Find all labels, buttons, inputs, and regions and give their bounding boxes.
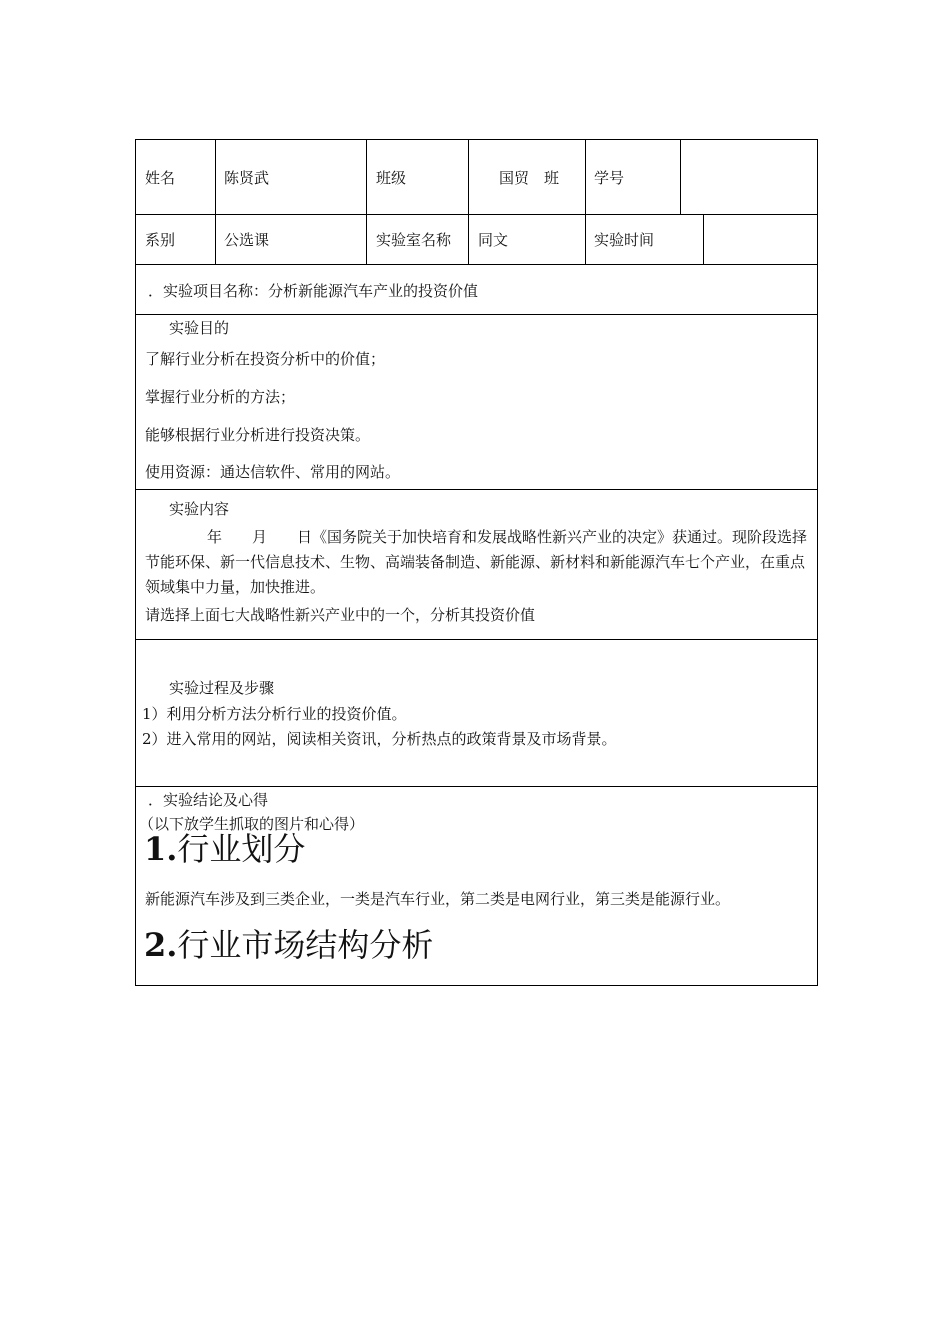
col-divider <box>680 140 681 214</box>
section-heading-industry-division <box>144 829 305 869</box>
section-body-text: 新能源汽车涉及到三类企业，一类是汽车行业，第二类是电网行业，第三类是能源行业。 <box>145 890 731 908</box>
col-divider <box>215 214 216 264</box>
col-divider <box>468 214 469 264</box>
department-value: 公选课 <box>224 231 270 249</box>
content-task: 请选择上面七大战略性新兴产业中的一个，分析其投资价值 <box>145 606 536 624</box>
content-heading: 实验内容 <box>169 500 230 518</box>
conclusion-note: （以下放学生抓取的图片和心得） <box>139 815 365 833</box>
experiment-time-label: 实验时间 <box>594 231 655 249</box>
section-number: 2. <box>144 926 178 964</box>
section-heading-market-structure <box>144 925 433 965</box>
resources-item: 使用资源：通达信软件、常用的网站。 <box>145 463 401 481</box>
lab-name-label: 实验室名称 <box>376 231 452 249</box>
col-divider <box>366 214 367 264</box>
process-heading: 实验过程及步骤 <box>169 679 275 697</box>
col-divider <box>468 140 469 214</box>
lab-name-value: 同文 <box>478 231 509 249</box>
col-divider <box>703 214 704 264</box>
col-divider <box>585 214 586 264</box>
process-step: 2）进入常用的网站，阅读相关资讯，分析热点的政策背景及市场背景。 <box>142 730 617 748</box>
row-divider <box>136 489 817 490</box>
class-label: 班级 <box>376 169 407 187</box>
row-divider <box>136 314 817 315</box>
class-value: 国贸 班 <box>499 169 560 187</box>
row-divider <box>136 264 817 265</box>
col-divider <box>585 140 586 214</box>
purpose-item: 掌握行业分析的方法； <box>145 388 296 406</box>
department-label: 系别 <box>145 231 176 249</box>
section-title: 行业市场结构分析 <box>177 926 434 964</box>
row-divider <box>136 214 817 215</box>
content-paragraph: 年 月 日《国务院关于加快培育和发展战略性新兴产业的决定》获通过。现阶段选择节能环保、新一代信息技术、生物、高端装备制造、新能源、新材料和新能源汽车七个产业，在重点领域集中力量，加快推进。 <box>145 528 808 596</box>
conclusion-heading: ．实验结论及心得 <box>148 791 269 809</box>
purpose-item: 能够根据行业分析进行投资决策。 <box>145 426 371 444</box>
section-title: 行业划分 <box>177 830 306 868</box>
name-label: 姓名 <box>145 169 176 187</box>
purpose-item: 了解行业分析在投资分析中的价值； <box>145 350 386 368</box>
process-step: 1）利用分析方法分析行业的投资价值。 <box>142 705 407 723</box>
purpose-heading: 实验目的 <box>169 319 230 337</box>
section-number: 1. <box>144 830 178 868</box>
col-divider <box>366 140 367 214</box>
row-divider <box>136 786 817 787</box>
student-id-label: 学号 <box>594 169 625 187</box>
experiment-report-table <box>135 139 818 986</box>
col-divider <box>215 140 216 214</box>
row-divider <box>136 639 817 640</box>
name-value: 陈贤武 <box>224 169 270 187</box>
project-title: ．实验项目名称：分析新能源汽车产业的投资价值 <box>148 282 479 300</box>
